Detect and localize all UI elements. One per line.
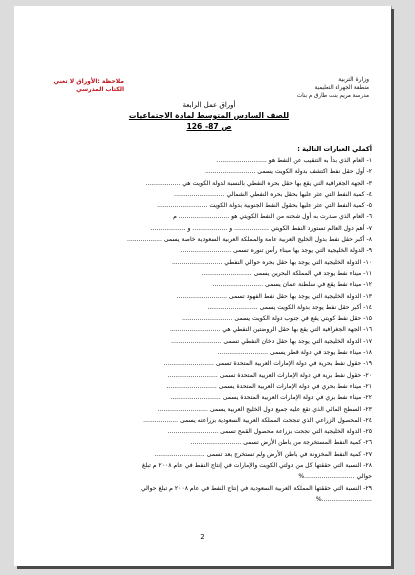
question-line: ٢١- ميناء نفط بحري في دولة الإمارات العربية المتحدة يسمى .......................... <box>166 382 372 390</box>
question-line: ..........................% <box>315 495 372 503</box>
question-line: ١٦- الجهة الجغرافية التي يقع بها حقل الروضتين النفطي هي .......................... <box>169 326 372 334</box>
question-line: ٢- أول حقل نفط اكتشف بدولة الكويت يسمى .......................... <box>204 168 372 176</box>
title-line-2: للصف السادس المتوسط لمادة الاجتماعيات ص 87- 126 <box>128 111 290 131</box>
question-line: ٤- كمية النفط التي عثر عليها بحقل بحره النفطي الشمالي .......................... <box>174 190 372 198</box>
district-name: منطقة الجهراء التعليمية <box>314 85 369 91</box>
question-line: ٢٣- السطح المائي الذي تقع عليه جميع دول الخليج العربية يسمى .......................... <box>157 405 372 413</box>
question-line: ٢٧- كمية النفط المخزونة في باطن الأرض ولم تستخرج بعد تسمى .......................... <box>154 450 372 458</box>
section-heading: أكملي العبارات التالية : <box>297 145 372 153</box>
title-line-1: أوراق عمل الرابعة <box>182 101 236 109</box>
question-line: ٣- الجهة الجغرافية التي يقع بها حقل بحره النفطي بالنسبة لدولة الكويت هي .................. <box>145 179 372 187</box>
question-line: ١٩- حقول نفط بحرية في دولة الإمارات العربية المتحدة تسمى .......................... <box>163 360 372 368</box>
school-name: مدرسة مريم بنت طارق م بنات <box>296 93 369 99</box>
question-line: ٢٩- النسبة التي حققتها المملكة العربية السعودية في إنتاج النفط في عام ٢٠٠٨ م تبلغ حوالي <box>140 484 372 492</box>
question-list <box>56 144 372 505</box>
question-line: ١٨- ميناء نفط يوجد في دولة قطر يسمى .......................... <box>217 349 372 357</box>
question-line: ٢٨- النسبة التي حققتها كل من دولتي الكويت والإمارات في إنتاج النفط في عام ٢٠٠٨ م تبلغ <box>142 462 372 470</box>
worksheet-title <box>124 101 294 132</box>
question-line: ٧- أهم دول العالم تستورد النفط الكويتي .................. و .................. و .................. <box>150 224 372 232</box>
question-line: ١٠- الدولة الخليجية التي يوجد بها حقل بحره حوالي النفطي .......................... <box>171 258 372 266</box>
question-line: ٦- العام الذي صدرت به أول شحنه من النفط الكويتي هو .......................... م <box>173 213 372 221</box>
note-header <box>44 78 124 94</box>
question-line: ١٤- أكبر حقل نفط يوجد بدولة الكويت يسمى .......................... <box>207 303 372 311</box>
question-line: ١٥- حقل نفط كويتي يقع في جنوب دولة الكويت يسمى .......................... <box>182 315 372 323</box>
question-line: ٢٦- كمية النفط المستخرجة من باطن الأرض تسمى .......................... <box>190 439 372 447</box>
question-line: ١٢- ميناء نفط يقع في سلطنة عمان يسمى .......................... <box>212 281 372 289</box>
ministry-header <box>297 76 369 100</box>
question-line: ٨- أكبر حقل نفط بدول الخليج العربية عامة والمملكة العربية السعودية خاصة يسمى .................. <box>127 236 372 244</box>
question-line: حوالي ..........................% <box>298 473 372 481</box>
question-line: ١٣- الدولة الخليجية التي يوجد بها حقل نفط الفهود تسمى .......................... <box>176 292 372 300</box>
question-line: ١٧- الدولة الخليجية التي يوجد بها حقل دخان النفطي تسمى .......................... <box>171 337 372 345</box>
ministry-name: وزارة التربية <box>338 76 369 83</box>
question-line: ١- العام الذي بدأ به التنقيب عن النفط هو .......................... <box>216 157 372 164</box>
question-line: ٢٤- المحصول الزراعي الذي تنجحت المملكة العربية السعودية بزراعته يسمى .................. <box>143 416 372 424</box>
question-line: ١١- ميناء نفط يوجد في المملكة البحرين يسمى .......................... <box>201 269 372 277</box>
document-page <box>14 6 391 566</box>
question-line: ٢٠- حقول نفط برية في دولة الإمارات العربية المتحدة تسمى .......................... <box>167 371 372 379</box>
note-line-1: ملاحظة :الأوراق لا تغني <box>53 78 124 85</box>
question-line: ٩- الدولة الخليجية التي يوجد بها ميناء رأس تنوره تسمى .......................... <box>180 247 372 255</box>
question-line: ٢٢- ميناء نفط بري في دولة الإمارات العربية المتحدة يسمى .......................... <box>170 394 372 402</box>
note-line-2: الكتاب المدرسي <box>76 86 124 93</box>
questions-container <box>56 155 372 505</box>
question-line: ٥- كمية النفط التي عثر عليها بحقول النفط الجنوبية بدولة الكويت .......................... <box>157 202 372 210</box>
page-number: 2 <box>200 533 205 541</box>
question-line: ٢٥- الدولة الخليجية التي نجحت بزراعة محصول القمح تسمى .......................... <box>167 428 372 436</box>
